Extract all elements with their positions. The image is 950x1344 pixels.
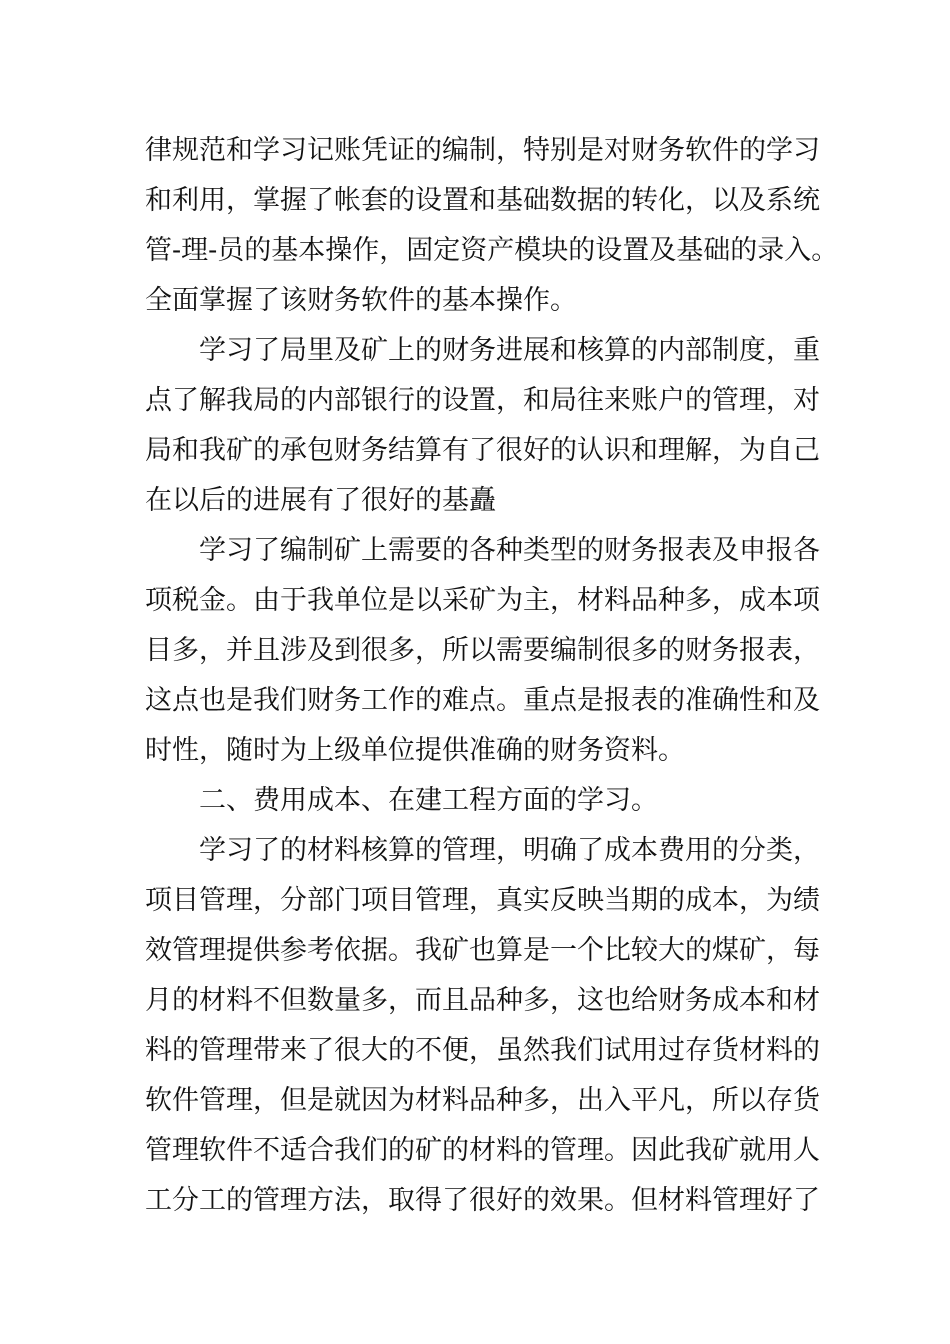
text-line: 全面掌握了该财务软件的基本操作。 xyxy=(145,285,577,316)
text-line: 软件管理，但是就因为材料品种多，出入平凡，所以存货 xyxy=(145,1085,820,1116)
text-line: 工分工的管理方法，取得了很好的效果。但材料管理好了 xyxy=(145,1185,820,1216)
text-line: 点了解我局的内部银行的设置，和局往来账户的管理，对 xyxy=(145,385,820,416)
text-line: 月的材料不但数量多，而且品种多，这也给财务成本和材 xyxy=(145,985,820,1016)
paragraph-first-line: 学习了局里及矿上的财务进展和核算的内部制度，重 xyxy=(199,335,820,366)
text-line: 这点也是我们财务工作的难点。重点是报表的准确性和及 xyxy=(145,685,820,716)
text-line: 目多，并且涉及到很多，所以需要编制很多的财务报表， xyxy=(145,635,820,666)
paragraph-first-line: 学习了的材料核算的管理，明确了成本费用的分类， xyxy=(199,835,820,866)
section-heading: 二、费用成本、在建工程方面的学习。 xyxy=(199,785,658,816)
text-line: 项目管理，分部门项目管理，真实反映当期的成本，为绩 xyxy=(145,885,820,916)
document-body xyxy=(145,126,845,1226)
text-line: 局和我矿的承包财务结算有了很好的认识和理解，为自己 xyxy=(145,435,820,466)
text-line: 时性，随时为上级单位提供准确的财务资料。 xyxy=(145,735,685,766)
text-line: 料的管理带来了很大的不便，虽然我们试用过存货材料的 xyxy=(145,1035,820,1066)
text-line: 效管理提供参考依据。我矿也算是一个比较大的煤矿，每 xyxy=(145,935,820,966)
text-line: 管-理-员的基本操作，固定资产模块的设置及基础的录入。 xyxy=(145,235,839,266)
text-line: 项税金。由于我单位是以采矿为主，材料品种多，成本项 xyxy=(145,585,820,616)
paragraph-first-line: 学习了编制矿上需要的各种类型的财务报表及申报各 xyxy=(199,535,820,566)
text-line: 在以后的进展有了很好的基矗 xyxy=(145,485,496,516)
text-line: 律规范和学习记账凭证的编制，特别是对财务软件的学习 xyxy=(145,135,820,166)
text-line: 管理软件不适合我们的矿的材料的管理。因此我矿就用人 xyxy=(145,1135,820,1166)
text-line: 和利用，掌握了帐套的设置和基础数据的转化，以及系统 xyxy=(145,185,820,216)
